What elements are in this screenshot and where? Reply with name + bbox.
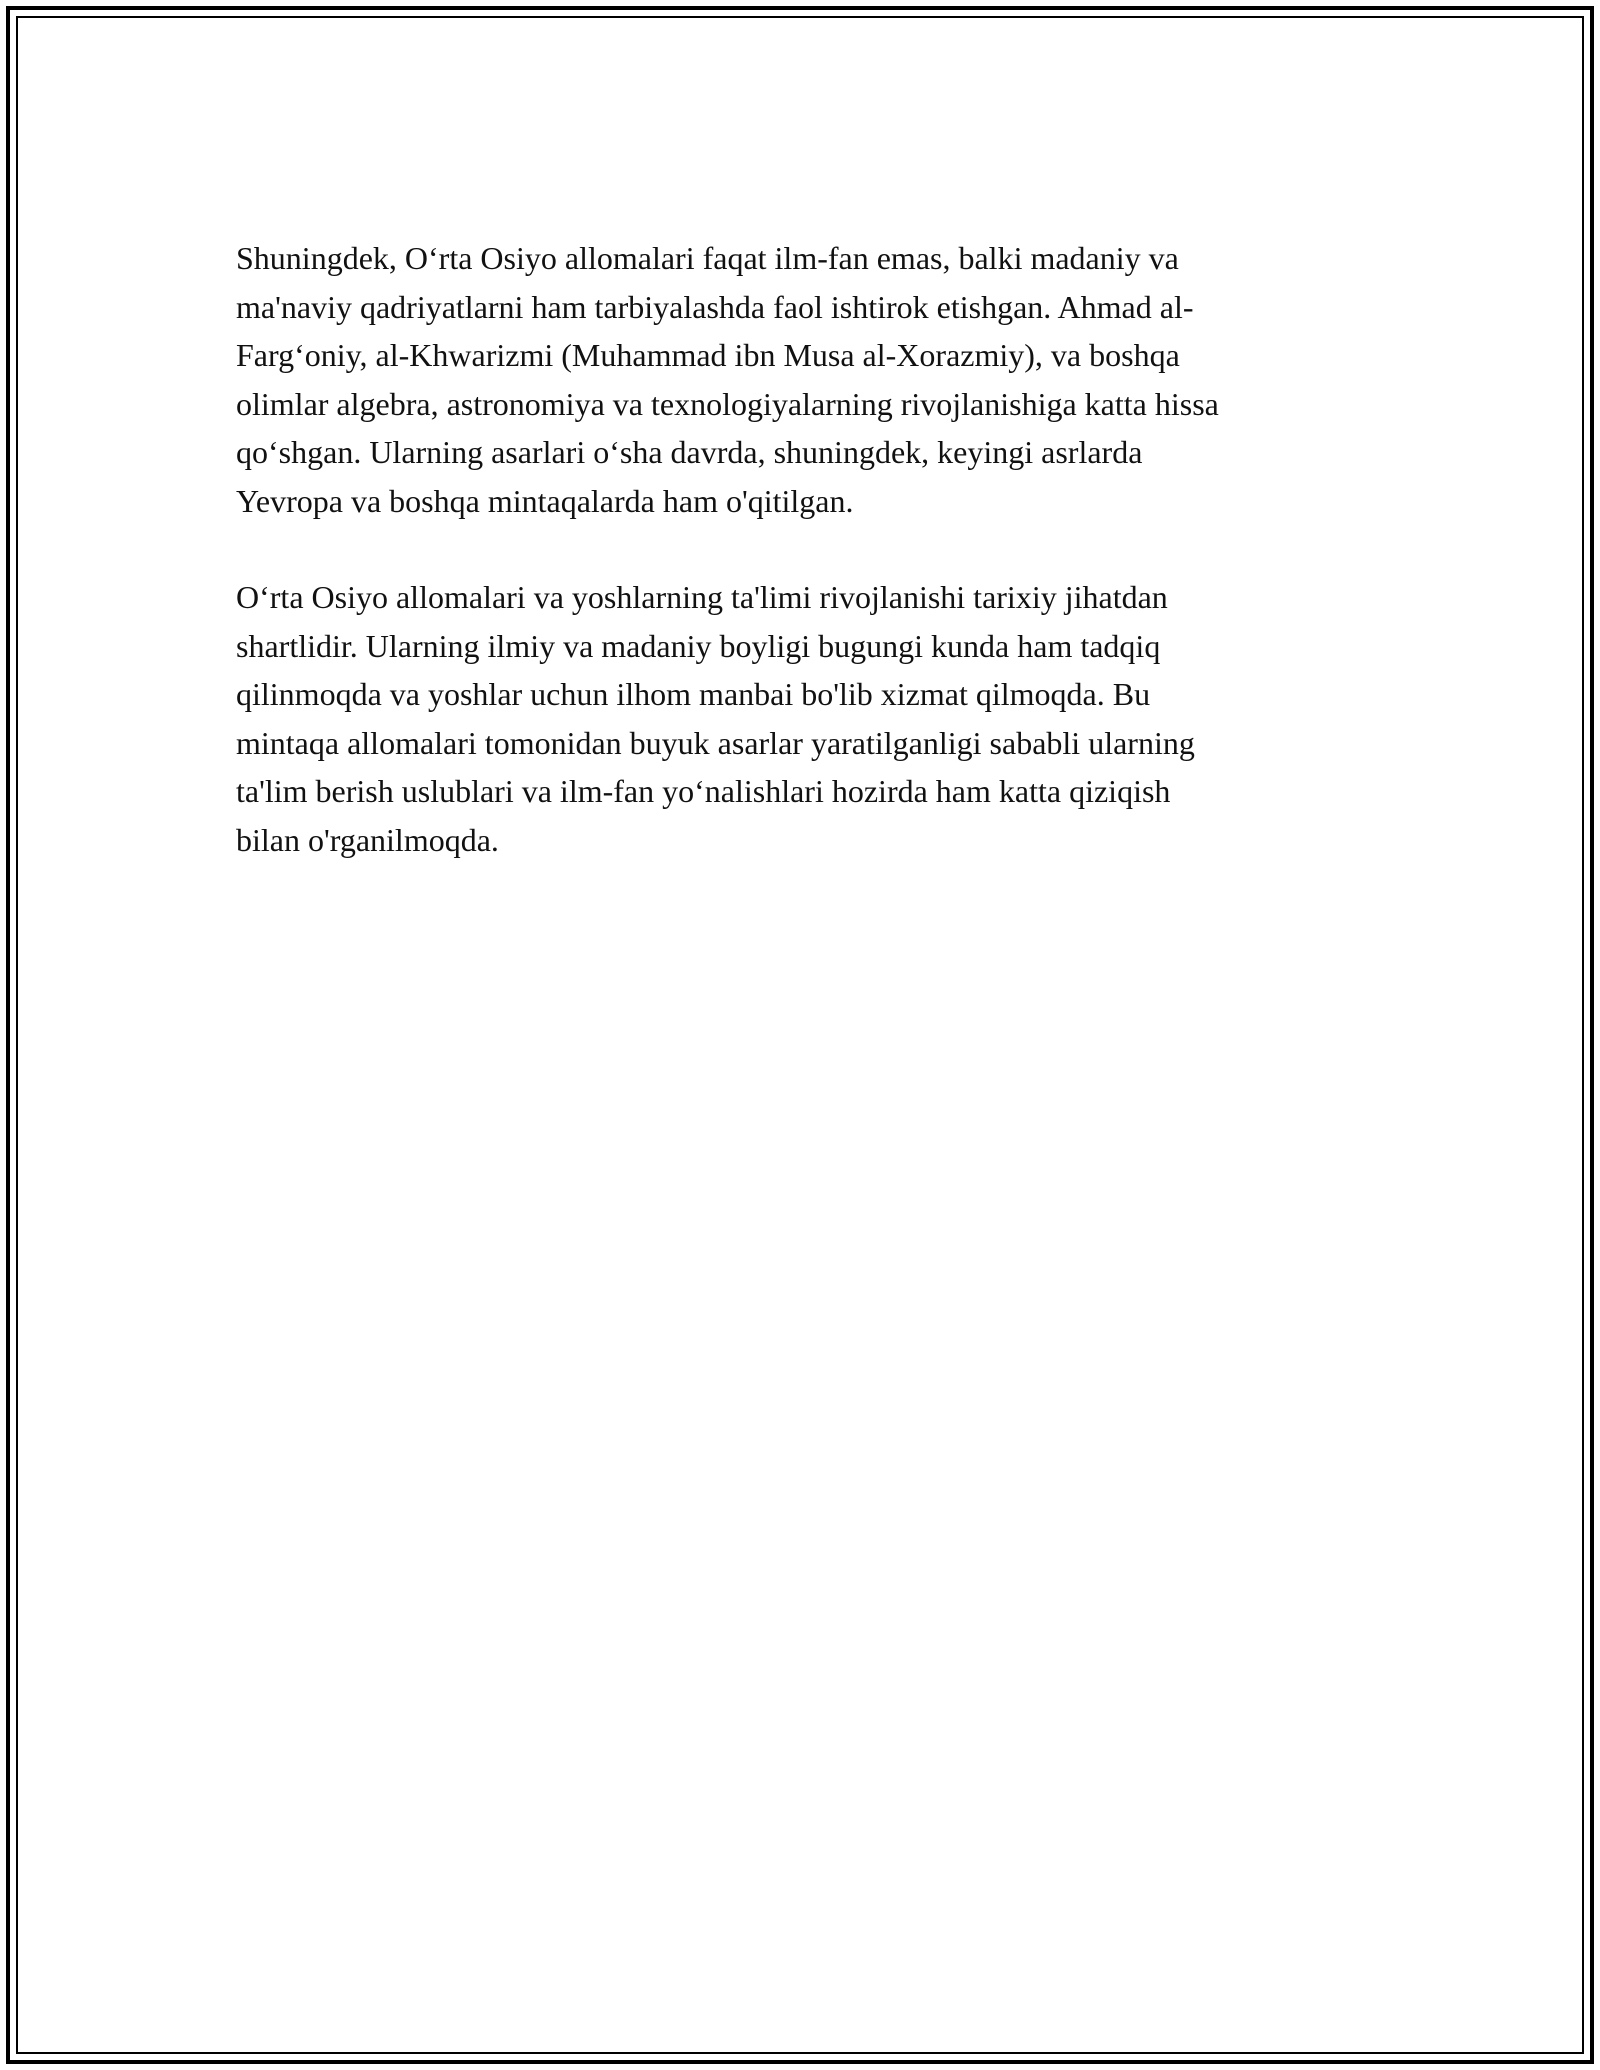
text-line: mintaqa allomalari tomonidan buyuk asarlar yaratilganligi sababli ularning <box>236 724 1195 761</box>
text-line: shartlidir. Ularning ilmiy va madaniy boyligi bugungi kunda ham tadqiq <box>236 627 1161 664</box>
document-body <box>236 234 1376 912</box>
text-line: Shuningdek, O‘rta Osiyo allomalari faqat ilm-fan emas, balki madaniy va <box>236 240 1179 276</box>
text-line: ta'lim berish uslublari va ilm-fan yo‘nalishlari hozirda ham katta qiziqish <box>236 773 1171 809</box>
text-line: ma'naviy qadriyatlarni ham tarbiyalashda faol ishtirok etishgan. Ahmad al- <box>236 288 1194 325</box>
text-line: Farg‘oniy, al-Khwarizmi (Muhammad ibn Musa al-Xorazmiy), va boshqa <box>236 337 1180 373</box>
text-line: Yevropa va boshqa mintaqalarda ham o'qitilgan. <box>236 482 854 519</box>
paragraph-1 <box>236 234 1376 525</box>
text-line: qilinmoqda va yoshlar uchun ilhom manbai bo'lib xizmat qilmoqda. Bu <box>236 676 1151 712</box>
paragraph-2 <box>236 573 1376 864</box>
text-line: qo‘shgan. Ularning asarlari o‘sha davrda, shuningdek, keyingi asrlarda <box>236 434 1143 470</box>
text-line: olimlar algebra, astronomiya va texnologiyalarning rivojlanishiga katta hissa <box>236 385 1219 422</box>
text-line: O‘rta Osiyo allomalari va yoshlarning ta'limi rivojlanishi tarixiy jihatdan <box>236 579 1168 615</box>
text-line: bilan o'rganilmoqda. <box>236 821 499 858</box>
